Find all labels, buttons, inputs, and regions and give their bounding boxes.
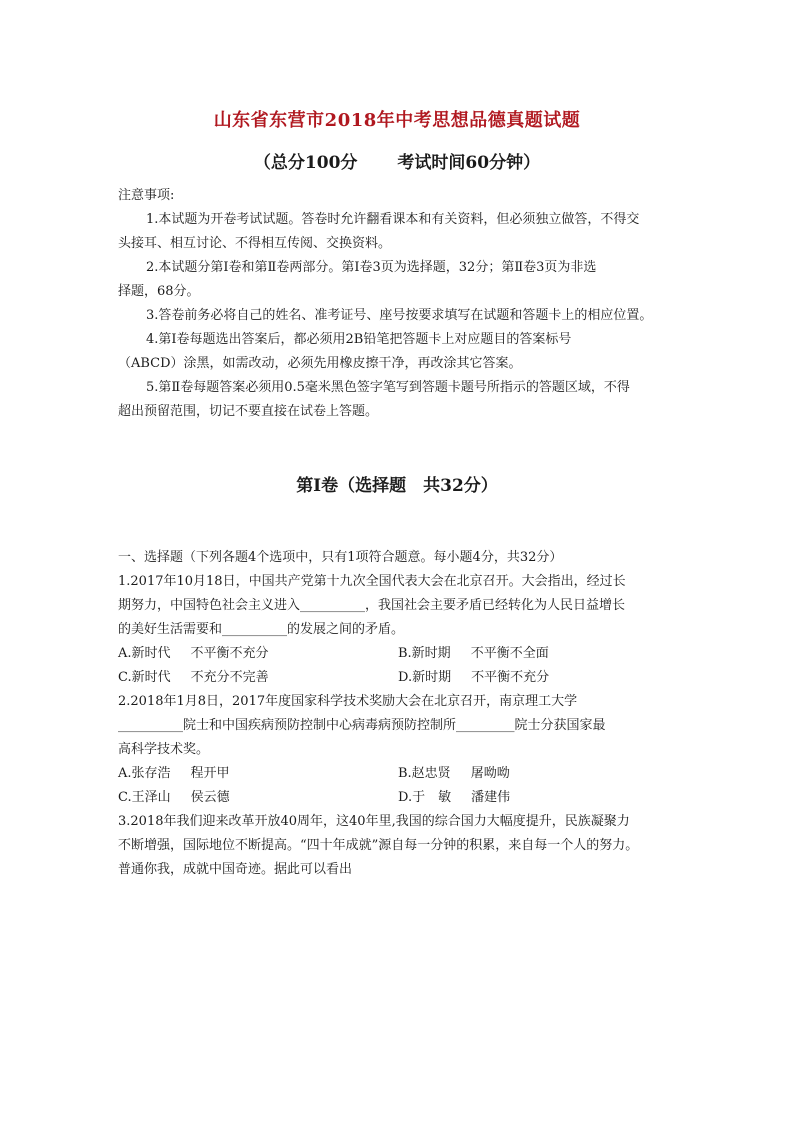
note-line: 择题，68分。 [118, 284, 200, 299]
question-2-line: 2.2018年1月8日，2017年度国家科学技术奖励大会在北京召开，南京理工大学 [118, 694, 578, 709]
questions-intro: 一、选择题（下列各题4个选项中，只有1项符合题意。每小题4分，共32分） [118, 550, 563, 565]
note-line: 3.答卷前务必将自己的姓名、准考证号、座号按要求填写在试题和答题卡上的相应位置。 [146, 308, 653, 323]
option-d: D.于 敏 潘建伟 [398, 790, 511, 805]
note-line: 头接耳、相互讨论、不得相互传阅、交换资料。 [118, 236, 392, 251]
option-d: D.新时期 不平衡不充分 [398, 670, 550, 685]
option-a: A.新时代 不平衡不充分 [118, 646, 269, 661]
notes-section [118, 184, 678, 424]
option-a: A.张存浩 程开甲 [118, 766, 230, 781]
section-title: 第Ⅰ卷（选择题 共32分） [296, 476, 498, 496]
note-line: 超出预留范围，切记不要直接在试卷上答题。 [118, 404, 379, 419]
option-c: C.王泽山 侯云德 [118, 790, 230, 805]
option-b: B.赵忠贤 屠呦呦 [398, 766, 510, 781]
note-line: 4.第Ⅰ卷每题选出答案后，都必须用2B铅笔把答题卡上对应题目的答案标号 [146, 332, 572, 347]
questions-section [118, 546, 678, 882]
exam-subtitle [0, 148, 794, 173]
note-line: （ABCD）涂黑，如需改动，必须先用橡皮擦干净，再改涂其它答案。 [118, 356, 522, 371]
question-3-line: 3.2018年我们迎来改革开放40周年，这40年里,我国的综合国力大幅度提升，民族凝聚力 [118, 814, 630, 829]
question-2-options-cd [118, 786, 678, 810]
question-3-line: 不断增强，国际地位不断提高。“四十年成就”源自每一分钟的积累，来自每一个人的努力。 [118, 838, 639, 853]
note-line: 1.本试题为开卷考试试题。答卷时允许翻看课本和有关资料，但必须独立做答，不得交 [146, 212, 640, 227]
question-1-line: 的美好生活需要和__________的发展之间的矛盾。 [118, 622, 405, 637]
question-1-options-cd [118, 666, 678, 690]
exam-title: 山东省东营市2018年中考思想品德真题试题 [213, 110, 581, 131]
question-1-options-ab [118, 642, 678, 666]
note-line: 5.第Ⅱ卷每题答案必须用0.5毫米黑色签字笔写到答题卡题号所指示的答题区域，不得 [146, 380, 630, 395]
notes-heading: 注意事项: [118, 188, 175, 203]
option-c: C.新时代 不充分不完善 [118, 670, 269, 685]
question-1-line: 期努力，中国特色社会主义进入__________，我国社会主要矛盾已经转化为人民日益增长 [118, 598, 626, 613]
question-3-line: 普通你我，成就中国奇迹。据此可以看出 [118, 862, 353, 877]
question-2-line: 高科学技术奖。 [118, 742, 210, 757]
question-1-line: 1.2017年10月18日，中国共产党第十九次全国代表大会在北京召开。大会指出，经过长 [118, 574, 626, 589]
note-line: 2.本试题分第Ⅰ卷和第Ⅱ卷两部分。第Ⅰ卷3页为选择题，32分；第Ⅱ卷3页为非选 [146, 260, 597, 275]
question-2-options-ab [118, 762, 678, 786]
exam-time: 考试时间60分钟） [397, 153, 541, 173]
total-score: （总分100分 [253, 153, 358, 173]
option-b: B.新时期 不平衡不全面 [398, 646, 549, 661]
question-2-line: __________院士和中国疾病预防控制中心病毒病预防控制所_________院士分获国家最 [118, 718, 606, 733]
